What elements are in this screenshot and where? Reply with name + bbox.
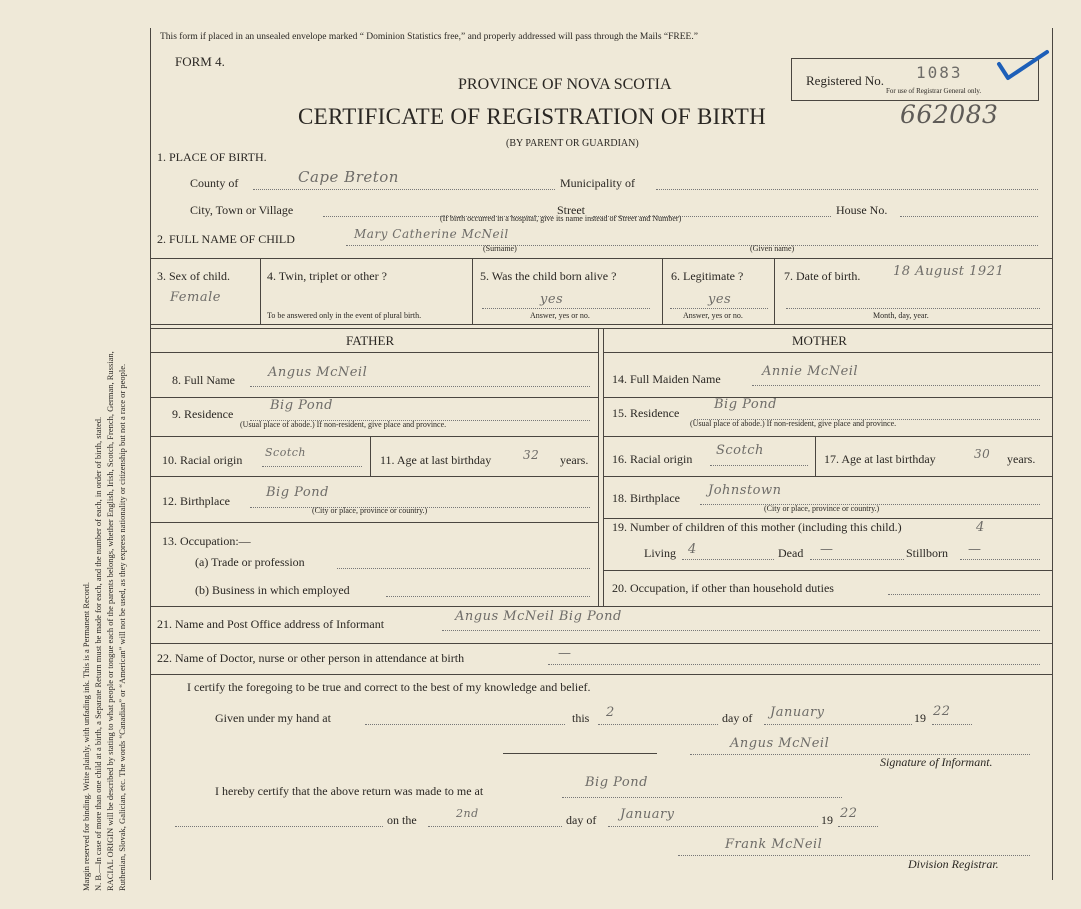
surname-note: (Surname) <box>483 244 517 253</box>
mother-rule-3 <box>603 476 1052 477</box>
registrar-year-value: 22 <box>840 806 858 821</box>
registrar-place-line <box>562 797 842 798</box>
mother-birthplace-value: Johnstown <box>708 483 782 498</box>
this-label: this <box>572 711 590 725</box>
registrar-month-value: January <box>620 807 675 822</box>
registrar-day-value: 2nd <box>456 807 479 820</box>
informant-signature: Angus McNeil <box>730 736 830 751</box>
row3-divider-4 <box>774 258 775 324</box>
margin-notes <box>80 351 128 891</box>
margin-line-2: N. B.—In case of more than one child at a birth, a Separate Return must be made for each, and the number of each, in order of birth, stated. <box>93 416 103 891</box>
sex-label: 3. Sex of child. <box>157 269 230 283</box>
mother-residence-label: 15. Residence <box>612 406 680 420</box>
mother-racial-label: 16. Racial origin <box>612 452 693 466</box>
mother-rule-2 <box>603 436 1052 437</box>
given-at-line <box>365 724 565 725</box>
father-business-label: (b) Business in which employed <box>195 583 350 597</box>
county-label: County of <box>190 176 239 190</box>
mother-heading-rule <box>603 352 1052 353</box>
twin-note: To be answered only in the event of plural birth. <box>267 311 422 320</box>
county-value: Cape Breton <box>298 168 399 186</box>
living-value: 4 <box>688 542 697 557</box>
mother-age-unit: years. <box>1007 452 1036 466</box>
on-the-label: on the <box>387 813 417 827</box>
father-birthplace-note: (City or place, province or country.) <box>312 506 428 515</box>
registrar-signature-label: Division Registrar. <box>908 857 999 871</box>
month-line <box>764 724 912 725</box>
mother-age-label: 17. Age at last birthday <box>824 452 936 466</box>
father-name-line <box>250 386 590 387</box>
stamp-number: 662083 <box>900 100 999 129</box>
certify-year-value: 22 <box>933 704 951 719</box>
mother-birthplace-label: 18. Birthplace <box>612 491 680 505</box>
father-birthplace-label: 12. Birthplace <box>162 494 230 508</box>
parents-divider-right <box>603 328 604 606</box>
mother-age-divider <box>815 436 816 476</box>
twin-label: 4. Twin, triplet or other ? <box>267 269 387 283</box>
certify-top-rule <box>150 674 1052 675</box>
mother-heading: MOTHER <box>792 333 847 348</box>
stillborn-value: — <box>968 542 982 557</box>
legitimate-label: 6. Legitimate ? <box>671 269 744 283</box>
living-label: Living <box>644 546 676 560</box>
father-age-label: 11. Age at last birthday <box>380 453 492 467</box>
doctor-line <box>548 664 1040 665</box>
born-alive-value: yes <box>540 292 564 307</box>
mail-note: This form if placed in an unsealed envelope marked “ Dominion Statistics free,” and properly addressed will pass through the Mails “FREE.” <box>160 32 698 42</box>
doctor-value: — <box>558 646 572 661</box>
registrar-month-line <box>608 826 818 827</box>
given-under-label: Given under my hand at <box>215 711 331 725</box>
row3-divider-3 <box>662 258 663 324</box>
mother-occupation-line <box>888 594 1040 595</box>
mother-racial-line <box>710 465 808 466</box>
row3-divider-1 <box>260 258 261 324</box>
this-day-value: 2 <box>606 705 615 720</box>
checkmark-icon <box>995 48 1051 82</box>
registrar-year-line <box>838 826 878 827</box>
father-residence-note: (Usual place of abode.) If non-resident, give place and province. <box>240 420 447 429</box>
registrar-day-of-label: day of <box>566 813 597 827</box>
margin-line-4: Ruthenian, Slovak, Galician, etc. The words “Canadian” or “American” will not be used, as they express nationality or citizenship but not a race or people. <box>117 363 127 891</box>
mother-name-label: 14. Full Maiden Name <box>612 372 721 386</box>
county-line <box>253 189 555 190</box>
informant-top-rule <box>150 606 1052 607</box>
given-name-note: (Given name) <box>750 244 795 253</box>
on-the-line <box>428 826 562 827</box>
father-trade-label: (a) Trade or profession <box>195 555 305 569</box>
registrar-place-value: Big Pond <box>585 775 648 790</box>
mother-name-line <box>752 385 1040 386</box>
living-line <box>682 559 774 560</box>
legitimate-value: yes <box>708 292 732 307</box>
doctor-label: 22. Name of Doctor, nurse or other person in attendance at birth <box>157 651 465 665</box>
place-of-birth-section: 1. PLACE OF BIRTH. <box>157 150 267 164</box>
father-age-divider <box>370 436 371 476</box>
father-trade-line <box>337 568 590 569</box>
dob-label: 7. Date of birth. <box>784 269 861 283</box>
doctor-top-rule <box>150 643 1052 644</box>
row3-top-rule <box>150 258 1052 259</box>
father-rule-3 <box>150 476 598 477</box>
father-age-unit: years. <box>560 453 589 467</box>
dead-value: — <box>820 542 834 557</box>
child-name-line <box>346 245 1038 246</box>
right-border <box>1052 28 1053 880</box>
legitimate-line <box>670 308 768 309</box>
street-label: Street <box>557 203 585 217</box>
mother-children-value: 4 <box>976 520 985 535</box>
born-alive-label: 5. Was the child born alive ? <box>480 269 617 283</box>
stillborn-label: Stillborn <box>906 546 949 560</box>
certificate-title: CERTIFICATE OF REGISTRATION OF BIRTH <box>298 104 767 129</box>
father-racial-value: Scotch <box>265 446 306 459</box>
informant-label: 21. Name and Post Office address of Informant <box>157 617 385 631</box>
registrar-signature-line <box>678 855 1030 856</box>
informant-value: Angus McNeil Big Pond <box>455 609 622 624</box>
municipality-line <box>656 189 1038 190</box>
mother-racial-value: Scotch <box>716 443 764 458</box>
informant-signature-label: Signature of Informant. <box>880 755 993 769</box>
registered-label: Registered No. <box>806 73 884 88</box>
father-rule-4 <box>150 522 598 523</box>
mother-residence-note: (Usual place of abode.) If non-resident, give place and province. <box>690 419 897 428</box>
parents-divider-left <box>598 328 599 606</box>
father-business-line <box>386 596 590 597</box>
informant-line <box>442 630 1040 631</box>
father-name-label: 8. Full Name <box>172 373 235 387</box>
father-occupation-label: 13. Occupation:— <box>162 534 251 548</box>
father-age-value: 32 <box>523 448 540 462</box>
short-rule <box>503 753 657 754</box>
province-title: PROVINCE OF NOVA SCOTIA <box>458 76 672 93</box>
father-rule-1 <box>150 397 598 398</box>
row3-bottom-rule <box>150 324 1052 325</box>
year-prefix: 19 <box>914 711 926 725</box>
dob-line <box>786 308 1040 309</box>
mother-children-label: 19. Number of children of this mother (including this child.) <box>612 520 902 534</box>
row3-divider-2 <box>472 258 473 324</box>
born-alive-line <box>482 308 650 309</box>
certify-statement: I certify the foregoing to be true and correct to the best of my knowledge and belief. <box>187 680 591 694</box>
parents-top-rule <box>150 328 1052 329</box>
father-residence-value: Big Pond <box>270 398 333 413</box>
house-number-label: House No. <box>836 203 888 217</box>
mother-rule-1 <box>603 397 1052 398</box>
day-of-label: day of <box>722 711 753 725</box>
margin-line-3: RACIAL ORIGIN will be described by stating to what people or tongue each of the parents belongs, whether English, Irish, Scotch, French, German, Russian, <box>105 351 115 891</box>
child-name-label: 2. FULL NAME OF CHILD <box>157 232 295 246</box>
born-alive-note: Answer, yes or no. <box>530 311 590 320</box>
binding-border <box>150 28 151 880</box>
mother-residence-value: Big Pond <box>714 397 777 412</box>
form-number: FORM 4. <box>175 54 225 69</box>
dob-value: 18 August 1921 <box>893 264 1005 279</box>
mother-rule-5 <box>603 570 1052 571</box>
registrar-blank-line <box>175 826 383 827</box>
dead-label: Dead <box>778 546 804 560</box>
father-residence-label: 9. Residence <box>172 407 234 421</box>
legitimate-note: Answer, yes or no. <box>683 311 743 320</box>
mother-age-value: 30 <box>974 447 991 461</box>
registrar-year-prefix: 19 <box>821 813 833 827</box>
this-line <box>598 724 718 725</box>
mother-name-value: Annie McNeil <box>762 364 859 379</box>
father-rule-2 <box>150 436 598 437</box>
dob-note: Month, day, year. <box>873 311 929 320</box>
father-racial-line <box>262 466 362 467</box>
registrar-signature: Frank McNeil <box>725 837 823 852</box>
dead-line <box>810 559 904 560</box>
stillborn-line <box>960 559 1040 560</box>
municipality-label: Municipality of <box>560 176 635 190</box>
certify-month-value: January <box>770 705 825 720</box>
mother-rule-4 <box>603 518 1052 519</box>
child-name-value: Mary Catherine McNeil <box>354 227 509 241</box>
mother-occupation-label: 20. Occupation, if other than household duties <box>612 581 834 595</box>
father-birthplace-value: Big Pond <box>266 485 329 500</box>
registrar-statement: I hereby certify that the above return was made to me at <box>215 784 484 798</box>
mother-birthplace-note: (City or place, province or country.) <box>764 504 880 513</box>
registrar-use-note: For use of Registrar General only. <box>886 87 982 95</box>
father-name-value: Angus McNeil <box>268 365 368 380</box>
sex-value: Female <box>170 290 221 305</box>
margin-line-1: Margin reserved for binding. Write plainly, with unfading ink. This is a Permanent Record. <box>81 581 91 891</box>
hospital-note: (If birth occurred in a hospital, give its name instead of Street and Number) <box>440 214 682 223</box>
house-line <box>900 216 1038 217</box>
registered-number: 1083 <box>916 63 963 82</box>
father-heading-rule <box>150 352 598 353</box>
father-heading: FATHER <box>346 333 395 348</box>
city-label: City, Town or Village <box>190 203 294 217</box>
certificate-subtitle: (BY PARENT OR GUARDIAN) <box>506 138 639 149</box>
year-line <box>932 724 972 725</box>
father-racial-label: 10. Racial origin <box>162 453 243 467</box>
